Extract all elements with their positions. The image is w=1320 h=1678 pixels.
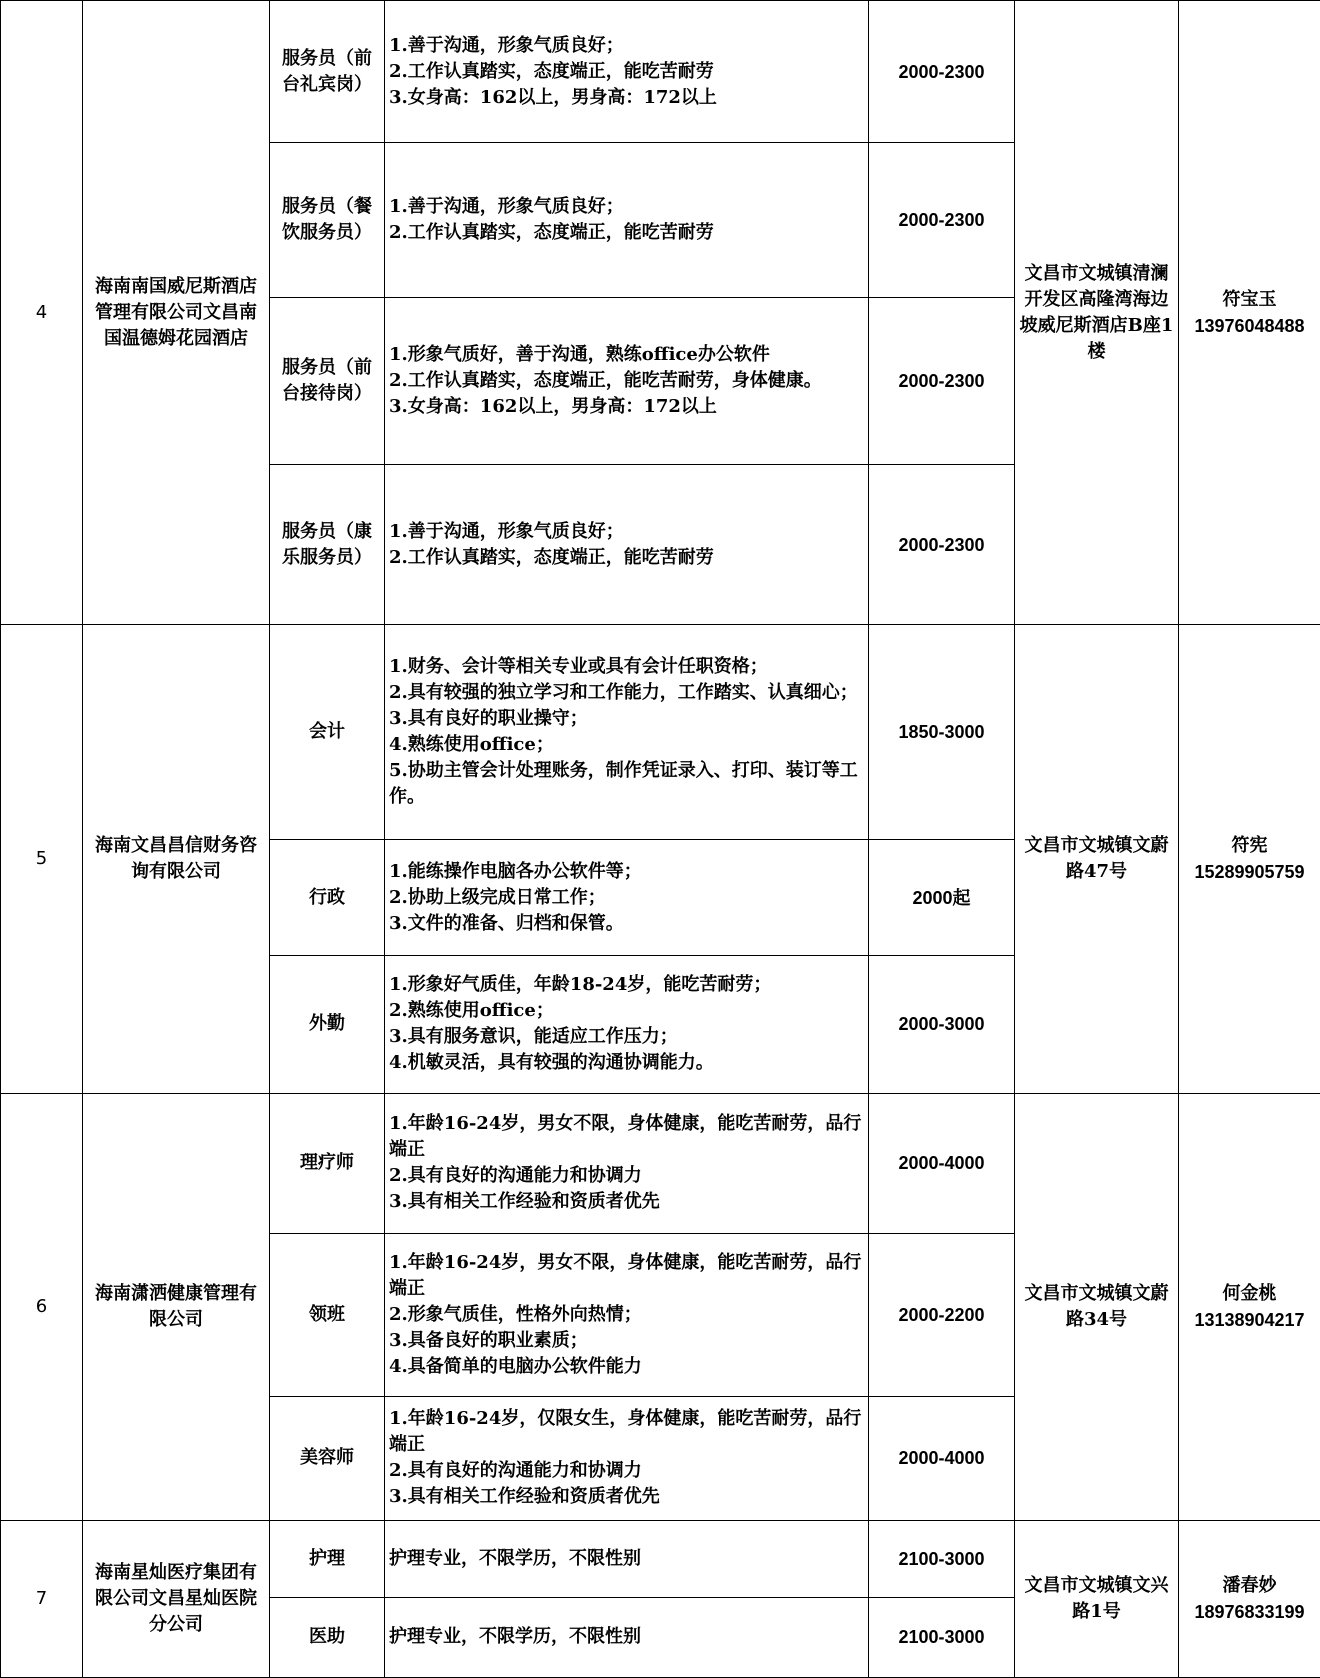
contact-phone: 18976833199 xyxy=(1194,1601,1305,1622)
contact-info xyxy=(1179,1093,1320,1520)
job-requirements xyxy=(385,1233,869,1396)
job-salary: 2000-2300 xyxy=(869,465,1015,625)
job-requirements xyxy=(385,955,869,1093)
table-row xyxy=(1,1093,1320,1233)
job-salary: 2000-3000 xyxy=(869,955,1015,1093)
job-position: 服务员（餐饮服务员） xyxy=(270,143,385,298)
requirement-line: 1.年龄16-24岁，男女不限，身体健康，能吃苦耐劳，品行端正 xyxy=(389,1251,862,1299)
job-salary: 2000-4000 xyxy=(869,1396,1015,1520)
job-requirements xyxy=(385,1,869,143)
requirement-line: 1.年龄16-24岁，男女不限，身体健康，能吃苦耐劳，品行端正 xyxy=(389,1113,862,1161)
job-requirements xyxy=(385,465,869,625)
job-position: 服务员（前台礼宾岗） xyxy=(270,1,385,143)
contact-phone: 15289905759 xyxy=(1194,861,1305,882)
job-salary: 2000-4000 xyxy=(869,1093,1015,1233)
contact-name: 何金桃 xyxy=(1222,1282,1277,1304)
requirement-line: 2.具有良好的沟通能力和协调力 xyxy=(389,1165,642,1187)
job-requirements xyxy=(385,1396,869,1520)
job-requirements xyxy=(385,625,869,840)
row-number: 5 xyxy=(1,625,83,1093)
requirement-line: 3.具有良好的职业操守； xyxy=(389,708,588,730)
job-position: 护理 xyxy=(270,1520,385,1597)
requirement-line: 2.熟练使用office； xyxy=(389,1000,554,1022)
company-name: 海南潇洒健康管理有限公司 xyxy=(83,1093,270,1520)
contact-name: 符宝玉 xyxy=(1222,288,1277,310)
contact-info xyxy=(1179,1520,1320,1677)
job-position: 会计 xyxy=(270,625,385,840)
row-number: 6 xyxy=(1,1093,83,1520)
job-salary: 2000-2300 xyxy=(869,298,1015,465)
table-row xyxy=(1,625,1320,840)
contact-phone: 13976048488 xyxy=(1194,315,1305,336)
requirement-line: 4.机敏灵活，具有较强的沟通协调能力。 xyxy=(389,1052,714,1074)
job-position: 外勤 xyxy=(270,955,385,1093)
requirement-line: 1.善于沟通，形象气质良好； xyxy=(389,34,624,56)
table-row xyxy=(1,1,1320,143)
job-position: 领班 xyxy=(270,1233,385,1396)
requirement-line: 1.能练操作电脑各办公软件等； xyxy=(389,860,642,882)
requirement-line: 1.财务、会计等相关专业或具有会计任职资格； xyxy=(389,656,768,678)
table-row xyxy=(1,1520,1320,1597)
requirement-line: 3.女身高：162以上，男身高：172以上 xyxy=(389,396,717,418)
requirement-line: 1.年龄16-24岁，仅限女生，身体健康，能吃苦耐劳，品行端正 xyxy=(389,1408,862,1456)
contact-name: 潘春妙 xyxy=(1222,1574,1277,1596)
requirement-line: 护理专业，不限学历，不限性别 xyxy=(389,1626,641,1648)
company-name: 海南星灿医疗集团有限公司文昌星灿医院分公司 xyxy=(83,1520,270,1677)
requirement-line: 2.协助上级完成日常工作； xyxy=(389,886,606,908)
company-name: 海南南国威尼斯酒店管理有限公司文昌南国温德姆花园酒店 xyxy=(83,1,270,625)
requirement-line: 2.形象气质佳，性格外向热情； xyxy=(389,1303,642,1325)
requirement-line: 3.具有相关工作经验和资质者优先 xyxy=(389,1191,660,1213)
job-requirements xyxy=(385,1597,869,1677)
requirement-line: 护理专业，不限学历，不限性别 xyxy=(389,1547,641,1569)
requirement-line: 2.工作认真踏实，态度端正，能吃苦耐劳，身体健康。 xyxy=(389,370,822,392)
requirement-line: 4.熟练使用office； xyxy=(389,734,554,756)
job-position: 医助 xyxy=(270,1597,385,1677)
job-salary: 2000-2300 xyxy=(869,143,1015,298)
job-position: 服务员（前台接待岗） xyxy=(270,298,385,465)
requirement-line: 5.协助主管会计处理账务，制作凭证录入、打印、装订等工作。 xyxy=(389,760,858,808)
requirement-line: 2.工作认真踏实，态度端正，能吃苦耐劳 xyxy=(389,60,714,82)
job-position: 理疗师 xyxy=(270,1093,385,1233)
job-position: 美容师 xyxy=(270,1396,385,1520)
job-salary: 2100-3000 xyxy=(869,1597,1015,1677)
requirement-line: 2.具有较强的独立学习和工作能力，工作踏实、认真细心； xyxy=(389,682,858,704)
requirement-line: 1.形象好气质佳，年龄18-24岁，能吃苦耐劳； xyxy=(389,974,772,996)
job-salary: 2000-2200 xyxy=(869,1233,1015,1396)
job-position: 服务员（康乐服务员） xyxy=(270,465,385,625)
company-address: 文昌市文城镇文蔚路47号 xyxy=(1015,625,1179,1093)
contact-name: 符宪 xyxy=(1231,834,1268,856)
job-salary: 2100-3000 xyxy=(869,1520,1015,1597)
requirement-line: 2.具有良好的沟通能力和协调力 xyxy=(389,1460,642,1482)
requirement-line: 1.善于沟通，形象气质良好； xyxy=(389,196,624,218)
requirement-line: 1.善于沟通，形象气质良好； xyxy=(389,520,624,542)
requirement-line: 2.工作认真踏实，态度端正，能吃苦耐劳 xyxy=(389,546,714,568)
job-position: 行政 xyxy=(270,840,385,955)
company-address: 文昌市文城镇清澜开发区高隆湾海边坡威尼斯酒店B座1楼 xyxy=(1015,1,1179,625)
requirement-line: 3.具备良好的职业素质； xyxy=(389,1329,588,1351)
requirement-line: 3.女身高：162以上，男身高：172以上 xyxy=(389,86,717,108)
requirement-line: 3.文件的准备、归档和保管。 xyxy=(389,912,624,934)
requirement-line: 3.具有服务意识，能适应工作压力； xyxy=(389,1026,678,1048)
job-salary: 2000起 xyxy=(869,840,1015,955)
requirement-line: 3.具有相关工作经验和资质者优先 xyxy=(389,1486,660,1508)
row-number: 4 xyxy=(1,1,83,625)
contact-phone: 13138904217 xyxy=(1194,1309,1305,1330)
job-salary: 2000-2300 xyxy=(869,1,1015,143)
job-requirements xyxy=(385,143,869,298)
requirement-line: 2.工作认真踏实，态度端正，能吃苦耐劳 xyxy=(389,222,714,244)
job-requirements xyxy=(385,1093,869,1233)
contact-info xyxy=(1179,1,1320,625)
company-address: 文昌市文城镇文蔚路34号 xyxy=(1015,1093,1179,1520)
requirement-line: 1.形象气质好，善于沟通，熟练office办公软件 xyxy=(389,344,770,366)
job-requirements xyxy=(385,298,869,465)
contact-info xyxy=(1179,625,1320,1093)
job-requirements xyxy=(385,1520,869,1597)
row-number: 7 xyxy=(1,1520,83,1677)
company-name: 海南文昌昌信财务咨询有限公司 xyxy=(83,625,270,1093)
job-salary: 1850-3000 xyxy=(869,625,1015,840)
job-requirements xyxy=(385,840,869,955)
requirement-line: 4.具备简单的电脑办公软件能力 xyxy=(389,1355,642,1377)
company-address: 文昌市文城镇文兴路1号 xyxy=(1015,1520,1179,1677)
